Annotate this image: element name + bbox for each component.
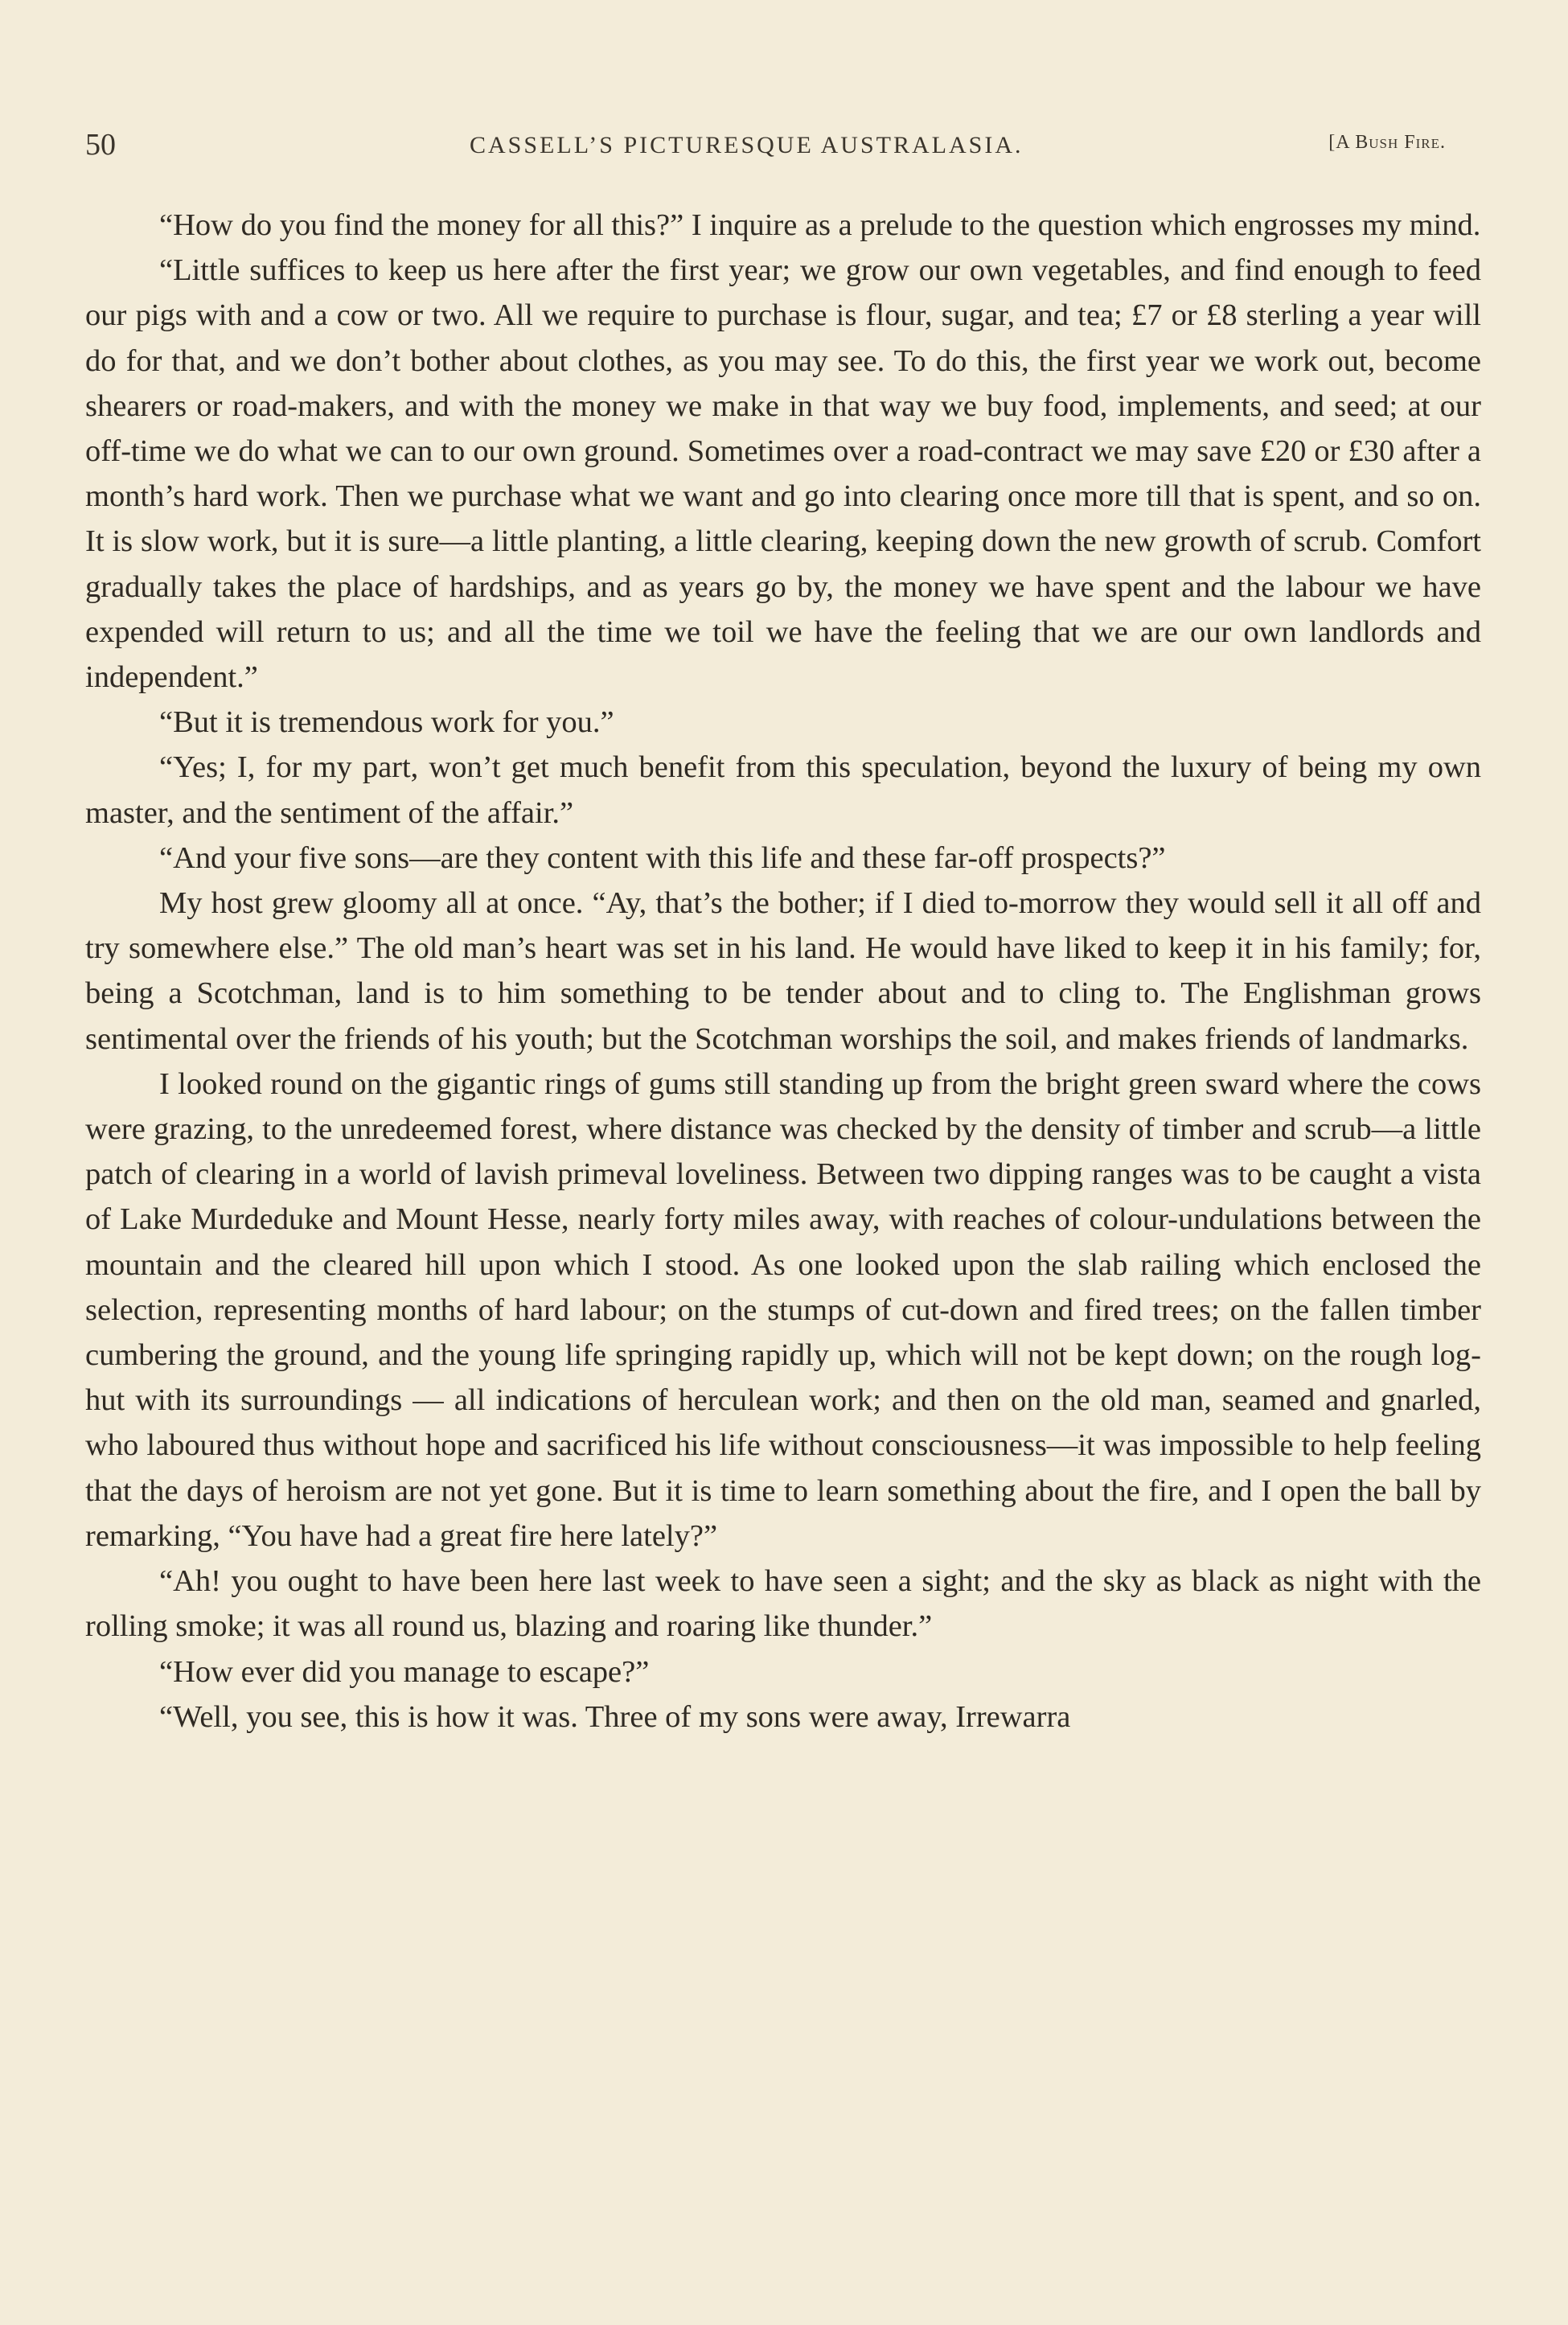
paragraph: “How do you find the money for all this?” I inquire as a prelude to the question which engrosses my mind. xyxy=(159,208,1481,242)
paragraph: “Well, you see, this is how it was. Three of my sons were away, Irrewarra xyxy=(159,1699,1071,1734)
body-text xyxy=(85,203,1481,1740)
paragraph: I looked round on the gigantic rings of gums still standing up from the bright green sward where the cows were grazing, to the unredeemed forest, where distance was checked by the density of timber and scrub—a little patch of clearing in a world of lavish primeval loveliness. Between two dipping ranges was to be caught a vista of Lake Murdeduke and Mount Hesse, nearly forty miles away, with reaches of colour-undulations between the mountain and the cleared hill upon which I stood. As one looked upon the slab railing which enclosed the selection, representing months of hard labour; on the stumps of cut-down and fired trees; on the fallen timber cumbering the ground, and the young life springing rapidly up, which will not be kept down; on the rough log-hut with its surroundings — all indications of herculean work; and then on the old man, seamed and gnarled, who laboured thus without hope and sacrificed his life without consciousness—it was impossible to help feeling that the days of heroism are not yet gone. But it is time to learn something about the fire, and I open the ball by remarking, “You have had a great fire here lately?” xyxy=(85,1066,1481,1553)
section-title: [A Bush Fire. xyxy=(1328,132,1446,153)
page-number: 50 xyxy=(85,128,116,162)
paragraph: “Ah! you ought to have been here last week to have seen a sight; and the sky as black as night with the rolling smoke; it was all round us, blazing and roaring like thunder.” xyxy=(85,1564,1481,1644)
journal-title: CASSELL’S PICTURESQUE AUSTRALASIA. xyxy=(470,132,1024,158)
paragraph: “And your five sons—are they content with this life and these far-off prospects?” xyxy=(159,840,1166,875)
paragraph: “Little suffices to keep us here after the first year; we grow our own vegetables, and find enough to feed our pigs with and a cow or two. All we require to purchase is flour, sugar, and tea; £7 or £8 sterling a year will do for that, and we don’t bother about clothes, as you may see. To do this, the first year we work out, become shearers or road-makers, and with the money we make in that way we buy food, implements, and seed; at our off-time we do what we can to our own ground. Sometimes over a road-contract we may save £20 or £30 after a month’s hard work. Then we purchase what we want and go into clearing once more till that is spent, and so on. It is slow work, but it is sure—a little planting, a little clearing, keeping down the new growth of scrub. Comfort gradually takes the place of hardships, and as years go by, the money we have spent and the labour we have expended will return to us; and all the time we toil we have the feeling that we are our own landlords and independent.” xyxy=(85,253,1481,695)
paragraph: “Yes; I, for my part, won’t get much benefit from this speculation, beyond the luxury of being my own master, and the sentiment of the affair.” xyxy=(85,750,1481,830)
paragraph: “How ever did you manage to escape?” xyxy=(159,1654,650,1689)
paragraph: My host grew gloomy all at once. “Ay, that’s the bother; if I died to-morrow they would sell it all off and try somewhere else.” The old man’s heart was set in his land. He would have liked to keep it in his family; for, being a Scotchman, land is to him something to be tender about and to cling to. The Englishman grows sentimental over the friends of his youth; but the Scotchman worships the soil, and makes friends of landmarks. xyxy=(85,886,1481,1056)
paragraph: “But it is tremendous work for you.” xyxy=(159,705,614,740)
running-head xyxy=(85,127,1446,167)
